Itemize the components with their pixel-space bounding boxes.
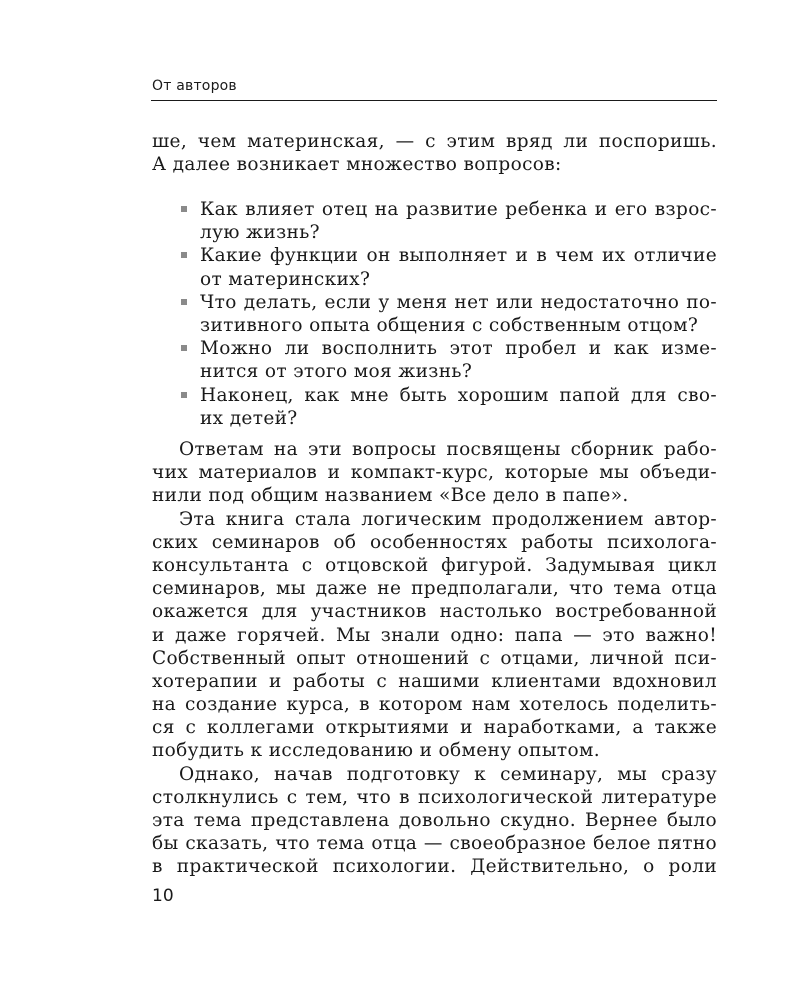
text-line: бы сказать, что тема отца — своеобразное белое пятно [152,833,717,855]
text-line: семинаров, мы даже не предполагали, что тема отца [152,578,717,600]
text-line: столкнулись с тем, что в психологической литературе [152,786,717,808]
header-rule [151,100,717,101]
text-line: Эта книга стала логическим продолжением автор- [179,508,717,530]
square-bullet-icon [181,299,187,305]
list-item [152,384,717,430]
text-line: Что делать, если у меня нет или недостаточно по- [200,291,717,313]
text-line: в практической психологии. Действительно, о роли [152,856,717,878]
text-line: зитивного опыта общения с собственным отцом? [200,314,699,336]
text-line: нится от этого моя жизнь? [200,361,473,383]
intro-paragraph [152,130,717,176]
text-line: консультанта с отцовской фигурой. Задумывая цикл [152,554,717,576]
text-line: Как влияет отец на развитие ребенка и его взрос- [200,199,717,220]
text-line: Собственный опыт отношений с отцами, личной пси- [152,647,717,669]
text-line: Наконец, как мне быть хорошим папой для сво- [200,384,717,406]
text-line: нили под общим названием «Все дело в папе». [152,485,629,507]
square-bullet-icon [181,252,187,258]
text-line: от материнских? [200,268,371,290]
list-item [152,337,717,383]
text-line: лую жизнь? [200,222,320,244]
text-line: А далее возникает множество вопросов: [152,154,562,176]
text-line: окажется для участников настолько востребованной [152,601,717,623]
text-line: Какие функции он выполняет и в чем их отличие [200,245,717,267]
question-list [152,198,717,430]
text-line: ся с коллегами открытиями и наработками, а также [152,717,717,739]
text-line: Можно ли восполнить этот пробел и как изме- [200,338,717,360]
text-line: Однако, начав подготовку к семинару, мы сразу [179,763,717,785]
body-text [152,438,717,879]
text-line: ше, чем материнская, — с этим вряд ли поспоришь. [152,131,717,152]
text-line: и даже горячей. Мы знали одно: папа — это важно! [152,624,717,646]
text-line: хотерапии и работы с нашими клиентами вдохновил [152,670,717,692]
text-line: Ответам на эти вопросы посвящены сборник рабо- [179,439,717,460]
list-item [152,244,717,290]
text-line: эта тема представлена довольно скудно. Вернее было [152,810,717,831]
page-number: 10 [152,886,174,906]
text-line: ских семинаров об особенностях работы психолога- [152,531,717,553]
square-bullet-icon [181,206,187,212]
text-line: чих материалов и компакт-курс, которые мы объеди- [152,462,717,484]
text-line: их детей? [200,407,298,429]
text-line: побудить к исследованию и обмену опытом. [152,740,600,762]
running-head-title: От авторов [152,78,237,94]
square-bullet-icon [181,345,187,351]
text-line: на создание курса, в котором нам хотелось поделить- [152,694,717,716]
list-item [152,198,717,244]
square-bullet-icon [181,392,187,398]
list-item [152,291,717,337]
